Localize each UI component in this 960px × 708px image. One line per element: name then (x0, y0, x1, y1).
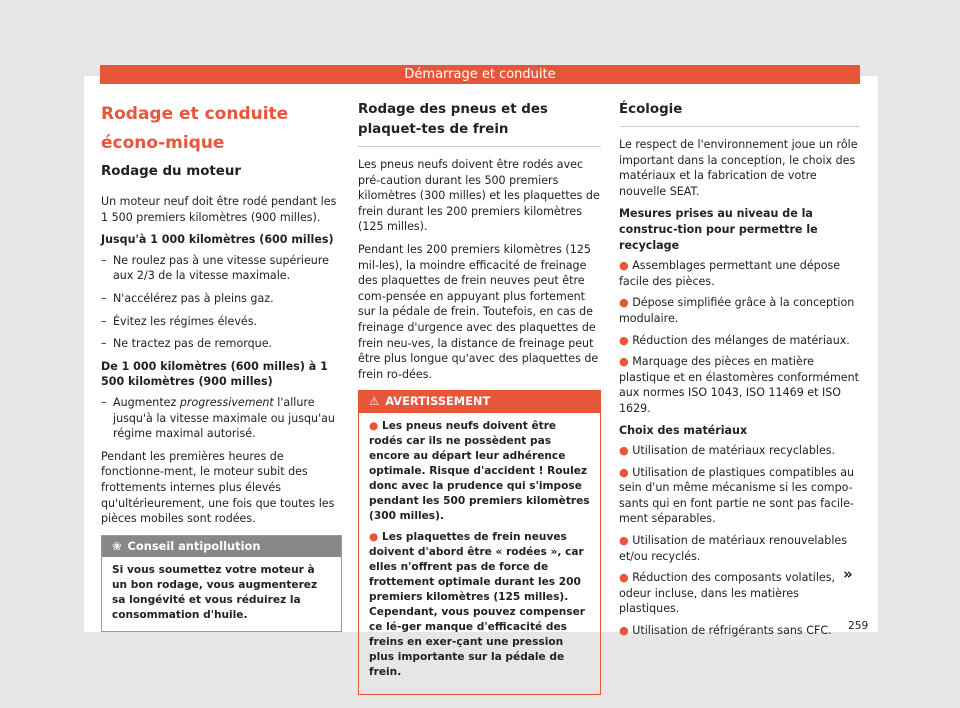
list-item (619, 354, 859, 416)
warning-body (359, 413, 600, 694)
list-item (619, 295, 859, 326)
title-box (358, 100, 601, 147)
list-text: Utilisation de matériaux recyclables. (632, 444, 836, 458)
bullet-icon: ● (369, 419, 382, 432)
list-text: Assemblages permettant une dépose facile des pièces. (619, 259, 841, 288)
bullet-icon: ● (619, 296, 633, 310)
title-pneus: Rodage des pneus et des plaquet-tes de frein (358, 102, 548, 137)
heading-1000km: Jusqu'à 1 000 kilomètres (600 milles) (101, 233, 334, 247)
text-fragment: l'allure jusqu'à la vitesse maximale ou jusqu'au régime maximal autorisé. (113, 395, 335, 441)
list-item (101, 395, 342, 442)
text-emphasis: progressivement (179, 395, 274, 409)
list-item (619, 465, 859, 527)
list-item (619, 623, 859, 639)
bullet-icon: ● (369, 530, 382, 543)
text-fragment: Augmentez (113, 395, 180, 409)
eco-tip-header (102, 536, 341, 558)
warning-text: Les pneus neufs doivent être rodés car ils ne possèdent pas encore au départ leur adhérence optimale. Risque d'accident ! Roulez donc avec la prudence qui s'impose pendant les 500 premiers kilomètres (300 milles). (369, 419, 590, 522)
list-item (619, 443, 859, 459)
list-item (619, 333, 859, 349)
eco-tip-title: Conseil antipollution (127, 538, 261, 553)
warning-item (369, 419, 590, 524)
bullet-icon: ● (619, 571, 633, 585)
bullet-icon: ● (619, 444, 633, 458)
list-item (619, 258, 859, 289)
paragraph: Pendant les 200 premiers kilomètres (125 mil-les), la moindre efficacité de freinage des plaquettes de frein neuves peut être com-pensée en appuyant plus fortement sur la pédale de frein. Toutefois, en cas de freinage d'urgence avec des plaquettes de frein neu-ves, la distance de freinage peut être plus longue qu'avec des plaquettes de frein ro-dées. (358, 242, 599, 381)
title-box (619, 100, 859, 127)
warning-item (369, 530, 590, 680)
bullet-icon: ● (619, 333, 633, 347)
warning-box (358, 390, 601, 695)
column-pneus-freins (358, 100, 601, 695)
list-text: Dépose simplifiée grâce à la conception modulaire. (619, 296, 855, 325)
bullet-icon: ● (619, 534, 633, 548)
column-ecologie (619, 100, 859, 645)
warning-header (359, 391, 600, 413)
warning-text: Les plaquettes de frein neuves doivent d'abord être « rodées », car elles n'offrent pas de force de frottement optimale durant les 200 premiers kilomètres (125 milles). Cependant, vous pouvez compenser ce lé-ger manque d'efficacité des freins en exer-çant une pression plus importante sur la pédale de frein. (369, 530, 586, 678)
list-item: – N'accélérez pas à pleins gaz. (101, 291, 342, 307)
list-item: – Ne tractez pas de remorque. (101, 336, 342, 352)
list-item: – Évitez les régimes élevés. (101, 314, 342, 330)
bullet-icon: ● (619, 355, 633, 369)
title-ecologie: Écologie (619, 102, 683, 117)
continue-marker: » (843, 565, 853, 583)
bullet-icon: ● (619, 465, 633, 479)
bullet-icon: ● (619, 259, 633, 273)
list-item: – Ne roulez pas à une vitesse supérieure aux 2/3 de la vitesse maximale. (101, 253, 342, 284)
paragraph: Les pneus neufs doivent être rodés avec pré-caution durant les 500 premiers kilomètres (300 milles) et les plaquettes de frein durant les 200 premiers kilomètres (125 milles). (358, 158, 600, 234)
list-text: Utilisation de matériaux renouvelables et/ou recyclés. (619, 534, 848, 563)
list-item (619, 570, 859, 617)
paragraph: Pendant les premières heures de fonctionne-ment, le moteur subit des frottements internes plus élevés qu'ultérieurement, une fois que toutes les pièces mobiles sont rodées. (101, 449, 335, 526)
subtitle-rodage-moteur: Rodage du moteur (101, 164, 242, 179)
section-header: Démarrage et conduite (100, 65, 860, 84)
list-text: Réduction des composants volatiles, odeur incluse, dans les matières plastiques. (619, 571, 836, 616)
list-text: Utilisation de réfrigérants sans CFC. (632, 624, 832, 638)
column-rodage (101, 100, 342, 632)
leaf-icon: ❀ (112, 538, 122, 553)
heading-materiaux: Choix des matériaux (619, 423, 748, 437)
eco-tip-box (101, 535, 342, 633)
warning-icon: ⚠ (369, 394, 380, 409)
heading-1500km: De 1 000 kilomètres (600 milles) à 1 500 kilomètres (900 milles) (101, 359, 328, 389)
list-text: Utilisation de plastiques compatibles au sein d'un même mécanisme si les compo-sants qui en font partie ne sont pas facile-ment séparables. (619, 465, 855, 526)
paragraph: Un moteur neuf doit être rodé pendant les 1 500 premiers kilomètres (900 milles). (101, 195, 337, 224)
bullet-icon: ● (619, 624, 633, 638)
list-text: Réduction des mélanges de matériaux. (632, 333, 850, 347)
page-number: 259 (848, 620, 869, 632)
heading-recyclage: Mesures prises au niveau de la construc-tion pour permettre le recyclage (619, 207, 818, 252)
paragraph: Le respect de l'environnement joue un rôle important dans la conception, le choix des matériaux et la fabrication de votre nouvelle SEAT. (619, 138, 858, 198)
list-item (619, 533, 859, 564)
list-text: Marquage des pièces en matière plastique et en élastomères conformément aux normes ISO 1043, ISO 11469 et ISO 1629. (619, 355, 859, 415)
eco-tip-text: Si vous soumettez votre moteur à un bon rodage, vous augmenterez sa longévité et vous réduirez la consommation d'huile. (112, 564, 318, 622)
warning-title: AVERTISSEMENT (385, 394, 491, 409)
title-rodage: Rodage et conduite écono-mique (101, 104, 289, 153)
